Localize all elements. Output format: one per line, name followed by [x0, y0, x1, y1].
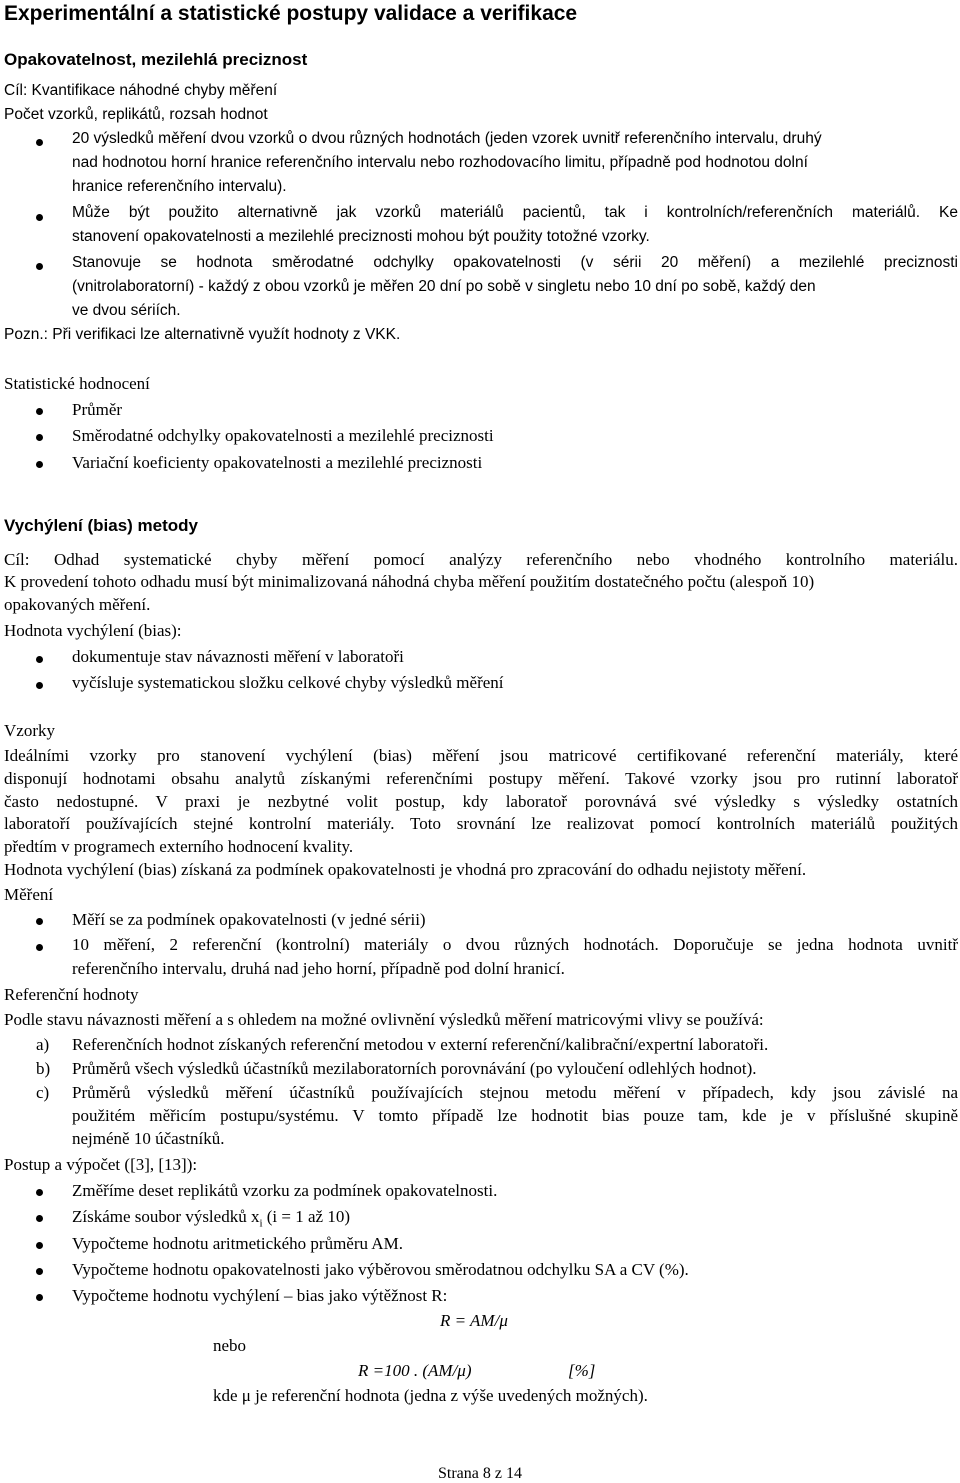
list-label-c: c) [36, 1083, 50, 1102]
bias-goal-line-3: opakovaných měření. [4, 595, 151, 614]
bias-goal-line-1: Cíl: Odhad systematické chyby měření pomocí analýzy referenčního nebo vhodného kontrolního materiálu. [4, 550, 958, 569]
samples-text-line-4: laboratoří používajících stejné kontrolní materiály. Toto srovnání lze realizovat pomocí kontrolních materiálů použitých [4, 814, 958, 833]
bias-value-heading: Hodnota vychýlení (bias): [4, 621, 182, 640]
procedure-heading: Postup a výpočet ([3], [13]): [4, 1155, 198, 1174]
measurement-heading: Měření [4, 885, 54, 904]
samples-text-line-1: Ideálními vzorky pro stanovení vychýlení (bias) měření jsou matricové certifikované referenční materiály, které [4, 746, 958, 765]
procedure-step-1: Změříme deset replikátů vzorku za podmínek opakovatelnosti. [72, 1181, 498, 1200]
repeatability-bullet-2-line-1: Může být použito alternativně jak vzorků materiálů pacientů, tak i kontrolních/referenčních materiálů. Ke [72, 204, 958, 221]
bullet-icon [36, 656, 43, 663]
bias-uncertainty-line: Hodnota vychýlení (bias) získaná za podmínek opakovatelnosti je vhodná pro zpracování do odhadu nejistoty měření. [4, 860, 807, 879]
list-label-b: b) [36, 1059, 51, 1078]
subscript-i: i [259, 1217, 263, 1230]
procedure-step-3: Vypočteme hodnotu aritmetického průměru AM. [72, 1234, 403, 1253]
bullet-icon [36, 263, 43, 270]
reference-value-c-line-2: použitém měřicím postupu/systému. V tomto případě lze hodnotit bias pouze tam, kde je v příslušné skupině [72, 1106, 958, 1125]
measurement-item-2-line-2: referenčního intervalu, druhá nad jeho horní, případně pod dolní hranicí. [72, 959, 565, 978]
list-label-a: a) [36, 1035, 50, 1054]
bullet-icon [36, 1294, 43, 1301]
bullet-icon [36, 682, 43, 689]
reference-value-a: Referenčních hodnot získaných referenční metodou v externí referenční/kalibrační/expertní laboratoři. [72, 1035, 769, 1054]
bullet-icon [36, 1215, 43, 1222]
repeatability-bullet-1-line-1: 20 výsledků měření dvou vzorků o dvou různých hodnotách (jeden vzorek uvnitř referenčního intervalu, druhý [72, 130, 822, 147]
bullet-icon [36, 1268, 43, 1275]
repeatability-goal: Cíl: Kvantifikace náhodné chyby měření [4, 82, 278, 99]
measurement-item-1: Měří se za podmínek opakovatelnosti (v jedné sérii) [72, 910, 426, 929]
bullet-icon [36, 918, 43, 925]
formula-recovery: R = AM/μ [440, 1311, 508, 1330]
reference-values-intro: Podle stavu návaznosti měření a s ohledem na možné ovlivnění výsledků měření matricovými vlivy se používá: [4, 1010, 764, 1029]
statistics-item: Variační koeficienty opakovatelnosti a mezilehlé preciznosti [72, 453, 483, 472]
mu-explanation: kde μ je referenční hodnota (jedna z výše uvedených možných). [213, 1386, 648, 1405]
bullet-icon [36, 408, 43, 415]
section-heading-bias: Vychýlení (bias) metody [4, 516, 198, 535]
repeatability-bullet-2-line-2: stanovení opakovatelnosti a mezilehlé preciznosti mohou být použity totožné vzorky. [72, 228, 650, 245]
repeatability-bullet-1-line-2: nad hodnotou horní hranice referenčního intervalu nebo rozhodovacího limitu, případně pod hodnotou dolní [72, 154, 808, 171]
bias-value-item: dokumentuje stav návaznosti měření v laboratoři [72, 647, 404, 666]
bullet-icon [36, 214, 43, 221]
repeatability-note: Pozn.: Při verifikaci lze alternativně využít hodnoty z VKK. [4, 326, 401, 343]
reference-value-c-line-1: Průměrů výsledků měření účastníků používajících stejnou metodu měření v případech, kdy jsou závislé na [72, 1083, 958, 1102]
samples-text-line-2: disponují hodnotami obsahu analytů získanými referenčními postupy měření. Takové vzorky jsou pro rutinní laboratoř [4, 769, 958, 788]
formula-unit: [%] [568, 1361, 596, 1380]
bullet-icon [36, 461, 43, 468]
procedure-step-2-text: Získáme soubor výsledků x [72, 1207, 260, 1226]
section-heading-repeatability: Opakovatelnost, mezilehlá preciznost [4, 50, 308, 69]
bullet-icon [36, 1242, 43, 1249]
procedure-step-2-range: (i = 1 až 10) [262, 1207, 350, 1226]
bullet-icon [36, 434, 43, 441]
reference-value-c-line-3: nejméně 10 účastníků. [72, 1129, 225, 1148]
repeatability-bullet-3-line-3: ve dvou sériích. [72, 302, 181, 319]
procedure-step-5: Vypočteme hodnotu vychýlení – bias jako výtěžnost R: [72, 1286, 448, 1305]
measurement-item-2-line-1: 10 měření, 2 referenční (kontrolní) materiály o dvou různých hodnotách. Doporučuje se jedna hodnota uvnitř [72, 935, 958, 954]
repeatability-count: Počet vzorků, replikátů, rozsah hodnot [4, 106, 268, 123]
samples-heading: Vzorky [4, 721, 55, 740]
samples-text-line-5: předtím v programech externího hodnocení kvality. [4, 837, 354, 856]
bullet-icon [36, 1189, 43, 1196]
statistics-item: Směrodatné odchylky opakovatelnosti a mezilehlé preciznosti [72, 426, 494, 445]
statistics-item: Průměr [72, 400, 123, 419]
bias-value-item: vyčísluje systematickou složku celkové chyby výsledků měření [72, 673, 504, 692]
bullet-icon [36, 944, 43, 951]
bullet-icon [36, 139, 43, 146]
formula-or: nebo [213, 1336, 247, 1355]
statistics-heading: Statistické hodnocení [4, 374, 150, 393]
samples-text-line-3: často nedostupné. V praxi je nezbytné volit postup, kdy laboratoř porovnává své výsledky s výsledky ostatních [4, 792, 958, 811]
procedure-step-2 [72, 1207, 958, 1229]
repeatability-bullet-3-line-2: (vnitrolaboratorní) - každý z obou vzorků je měřen 20 dní po sobě v singletu nebo 10 dní po sobě, každý den [72, 278, 816, 295]
repeatability-bullet-1-line-3: hranice referenčního intervalu). [72, 178, 287, 195]
procedure-step-4: Vypočteme hodnotu opakovatelnosti jako výběrovou směrodatnou odchylku SA a CV (%). [72, 1260, 689, 1279]
page-title: Experimentální a statistické postupy validace a verifikace [4, 2, 578, 25]
bias-goal-line-2: K provedení tohoto odhadu musí být minimalizovaná náhodná chyba měření použitím dostatečného počtu (alespoň 10) [4, 572, 815, 591]
formula-recovery-percent: R =100 . (AM/μ) [358, 1361, 472, 1380]
reference-values-heading: Referenční hodnoty [4, 985, 139, 1004]
repeatability-bullet-3-line-1: Stanovuje se hodnota směrodatné odchylky opakovatelnosti (v sérii 20 měření) a mezilehlé preciznosti [72, 254, 958, 271]
page-number: Strana 8 z 14 [438, 1465, 522, 1482]
reference-value-b: Průměrů všech výsledků účastníků mezilaboratorních porovnávání (po vyloučení odlehlých hodnot). [72, 1059, 757, 1078]
